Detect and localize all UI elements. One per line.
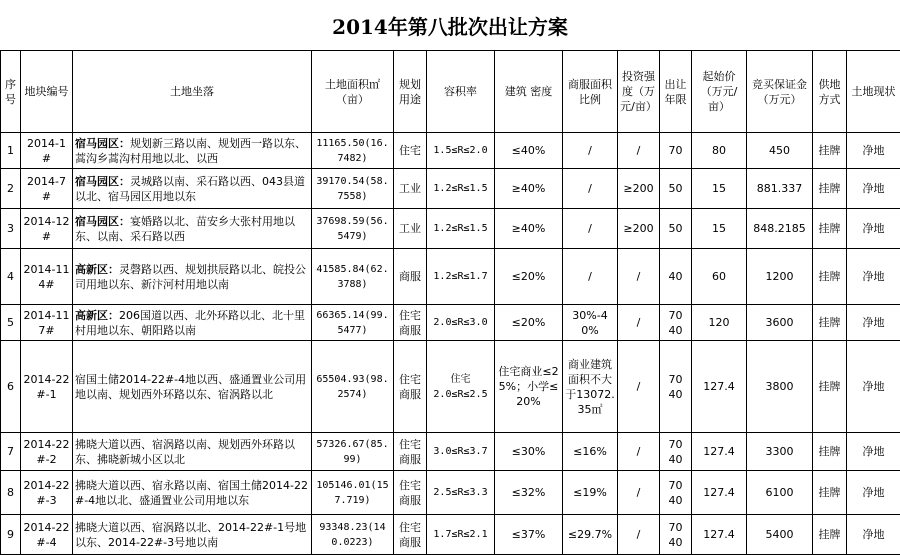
- cell-deposit: 450: [747, 133, 813, 169]
- cell-start-price: 127.4: [692, 515, 747, 555]
- cell-density: ≤32%: [495, 471, 563, 515]
- cell-seq: 4: [1, 249, 21, 305]
- cell-deposit: 3600: [747, 305, 813, 341]
- cell-term: 70: [660, 133, 692, 169]
- cell-location: [73, 341, 312, 433]
- cell-deposit: 881.337: [747, 169, 813, 209]
- cell-investment: ≥200: [618, 169, 660, 209]
- cell-investment: /: [618, 305, 660, 341]
- cell-seq: 9: [1, 515, 21, 555]
- cell-investment: /: [618, 433, 660, 471]
- cell-seq: 3: [1, 209, 21, 249]
- cell-code: 2014-1#: [21, 133, 73, 169]
- cell-seq: 6: [1, 341, 21, 433]
- cell-supply: 挂牌: [813, 471, 847, 515]
- cell-far: 1.2≤R≤1.5: [427, 169, 495, 209]
- cell-code: 2014-7#: [21, 169, 73, 209]
- cell-term: 50: [660, 209, 692, 249]
- cell-start-price: 80: [692, 133, 747, 169]
- cell-area: 37698.59(56.5479): [312, 209, 394, 249]
- cell-status: 净地: [847, 169, 900, 209]
- cell-supply: 挂牌: [813, 133, 847, 169]
- location-text: 宴婚路以北、苗安乡大张村用地以东、以南、采石路以西: [75, 214, 295, 243]
- zone-label: 高新区：: [75, 262, 119, 276]
- table-row: [1, 133, 900, 169]
- table-row: [1, 515, 900, 555]
- location-text: 拂晓大道以西、宿涡路以北、2014-22#-1号地以东、2014-22#-3号地以南: [75, 520, 307, 549]
- cell-far: 2.0≤R≤3.0: [427, 305, 495, 341]
- cell-location: [73, 471, 312, 515]
- cell-status: 净地: [847, 341, 900, 433]
- table-row: [1, 433, 900, 471]
- cell-code: 2014-22#-4: [21, 515, 73, 555]
- cell-deposit: 6100: [747, 471, 813, 515]
- location-text: 206国道以西、北外环路以北、北十里村用地以东、朝阳路以南: [75, 308, 305, 337]
- header-supply: 供地方式: [813, 51, 847, 133]
- cell-location: [73, 433, 312, 471]
- cell-commercial-ratio: ≤19%: [563, 471, 618, 515]
- cell-supply: 挂牌: [813, 433, 847, 471]
- cell-deposit: 3800: [747, 341, 813, 433]
- cell-status: 净地: [847, 209, 900, 249]
- page-title: 2014年第八批次出让方案: [0, 0, 900, 51]
- cell-start-price: 127.4: [692, 433, 747, 471]
- header-area: 土地面积㎡（亩）: [312, 51, 394, 133]
- cell-location: [73, 133, 312, 169]
- cell-investment: /: [618, 249, 660, 305]
- cell-code: 2014-22#-1: [21, 341, 73, 433]
- cell-investment: /: [618, 515, 660, 555]
- cell-far: 2.5≤R≤3.3: [427, 471, 495, 515]
- cell-area: 93348.23(140.0223): [312, 515, 394, 555]
- location-text: 灵城路以南、采石路以西、043县道以北、宿马园区用地以东: [75, 174, 305, 203]
- cell-term: 70 40: [660, 515, 692, 555]
- table-row: [1, 341, 900, 433]
- cell-commercial-ratio: /: [563, 169, 618, 209]
- location-text: 拂晓大道以西、宿永路以南、宿国土储2014-22#-4地以北、盛通置业公司用地以东: [75, 478, 308, 507]
- cell-area: 105146.01(157.719): [312, 471, 394, 515]
- cell-investment: /: [618, 341, 660, 433]
- cell-seq: 8: [1, 471, 21, 515]
- cell-use: 住宅: [394, 133, 427, 169]
- cell-supply: 挂牌: [813, 209, 847, 249]
- location-text: 宿国土储2014-22#-4地以西、盛通置业公司用地以南、规划西外环路以东、宿涡路以北: [75, 372, 307, 401]
- header-density: 建筑 密度: [495, 51, 563, 133]
- cell-start-price: 15: [692, 209, 747, 249]
- cell-area: 11165.50(16.7482): [312, 133, 394, 169]
- cell-commercial-ratio: /: [563, 133, 618, 169]
- cell-term: 40: [660, 249, 692, 305]
- header-seq: 序号: [1, 51, 21, 133]
- cell-supply: 挂牌: [813, 249, 847, 305]
- cell-seq: 1: [1, 133, 21, 169]
- cell-use: 住宅 商服: [394, 433, 427, 471]
- cell-seq: 7: [1, 433, 21, 471]
- cell-area: 65504.93(98.2574): [312, 341, 394, 433]
- cell-use: 商服: [394, 249, 427, 305]
- cell-location: [73, 169, 312, 209]
- cell-far: 3.0≤R≤3.7: [427, 433, 495, 471]
- cell-density: ≤20%: [495, 305, 563, 341]
- cell-supply: 挂牌: [813, 169, 847, 209]
- cell-area: 66365.14(99.5477): [312, 305, 394, 341]
- cell-location: [73, 209, 312, 249]
- cell-density: ≤37%: [495, 515, 563, 555]
- header-status: 土地现状: [847, 51, 900, 133]
- cell-area: 39170.54(58.7558): [312, 169, 394, 209]
- location-text: 灵磬路以西、规划拱辰路以北、皖投公司用地以东、新汴河村用地以南: [75, 262, 306, 291]
- cell-density: ≥40%: [495, 169, 563, 209]
- header-term: 出让年限: [660, 51, 692, 133]
- cell-code: 2014-22#-2: [21, 433, 73, 471]
- cell-term: 70 40: [660, 471, 692, 515]
- cell-far: 1.5≤R≤2.0: [427, 133, 495, 169]
- cell-seq: 5: [1, 305, 21, 341]
- cell-term: 70 40: [660, 433, 692, 471]
- cell-far: 1.7≤R≤2.1: [427, 515, 495, 555]
- cell-code: 2014-117#: [21, 305, 73, 341]
- header-row: [1, 51, 900, 133]
- cell-density: ≥40%: [495, 209, 563, 249]
- cell-use: 住宅 商服: [394, 471, 427, 515]
- cell-location: [73, 249, 312, 305]
- location-text: 规划新三路以南、规划西一路以东、蒿沟乡蒿沟村用地以北、以西: [75, 136, 306, 165]
- cell-code: 2014-114#: [21, 249, 73, 305]
- table-row: [1, 169, 900, 209]
- table-row: [1, 249, 900, 305]
- cell-start-price: 127.4: [692, 341, 747, 433]
- cell-far: 1.2≤R≤1.7: [427, 249, 495, 305]
- table-row: [1, 471, 900, 515]
- cell-commercial-ratio: 30%-40%: [563, 305, 618, 341]
- table-row: [1, 305, 900, 341]
- header-use: 规划用途: [394, 51, 427, 133]
- cell-use: 工业: [394, 209, 427, 249]
- cell-commercial-ratio: /: [563, 249, 618, 305]
- cell-status: 净地: [847, 305, 900, 341]
- header-commercial-ratio: 商服面积比例: [563, 51, 618, 133]
- cell-location: [73, 305, 312, 341]
- cell-start-price: 120: [692, 305, 747, 341]
- cell-density: 住宅商业≤25%；小学≤20%: [495, 341, 563, 433]
- cell-status: 净地: [847, 249, 900, 305]
- cell-code: 2014-22#-3: [21, 471, 73, 515]
- header-investment: 投资强度（万元/亩）: [618, 51, 660, 133]
- cell-start-price: 127.4: [692, 471, 747, 515]
- cell-investment: ≥200: [618, 209, 660, 249]
- header-start-price: 起始价（万元/亩）: [692, 51, 747, 133]
- cell-area: 41585.84(62.3788): [312, 249, 394, 305]
- cell-supply: 挂牌: [813, 305, 847, 341]
- cell-density: ≤30%: [495, 433, 563, 471]
- location-text: 拂晓大道以西、宿涡路以南、规划西外环路以东、拂晓新城小区以北: [75, 437, 295, 466]
- table-row: [1, 209, 900, 249]
- cell-seq: 2: [1, 169, 21, 209]
- cell-status: 净地: [847, 133, 900, 169]
- cell-status: 净地: [847, 433, 900, 471]
- header-location: 土地坐落: [73, 51, 312, 133]
- zone-label: 宿马园区：: [75, 174, 130, 188]
- header-code: 地块编号: [21, 51, 73, 133]
- cell-status: 净地: [847, 471, 900, 515]
- cell-deposit: 3300: [747, 433, 813, 471]
- cell-commercial-ratio: /: [563, 209, 618, 249]
- cell-commercial-ratio: 商业建筑面积不大于13072.35㎡: [563, 341, 618, 433]
- cell-use: 工业: [394, 169, 427, 209]
- header-far: 容积率: [427, 51, 495, 133]
- cell-far: 住宅 2.0≤R≤2.5: [427, 341, 495, 433]
- cell-use: 住宅 商服: [394, 341, 427, 433]
- cell-supply: 挂牌: [813, 341, 847, 433]
- header-deposit: 竞买保证金（万元）: [747, 51, 813, 133]
- cell-density: ≤40%: [495, 133, 563, 169]
- land-transfer-table: [0, 50, 900, 555]
- cell-start-price: 15: [692, 169, 747, 209]
- table-body: [1, 133, 900, 555]
- cell-deposit: 5400: [747, 515, 813, 555]
- cell-commercial-ratio: ≤29.7%: [563, 515, 618, 555]
- cell-deposit: 848.2185: [747, 209, 813, 249]
- cell-investment: /: [618, 471, 660, 515]
- zone-label: 高新区：: [75, 308, 119, 322]
- cell-term: 50: [660, 169, 692, 209]
- cell-code: 2014-12#: [21, 209, 73, 249]
- cell-use: 住宅 商服: [394, 305, 427, 341]
- cell-density: ≤20%: [495, 249, 563, 305]
- cell-area: 57326.67(85.99): [312, 433, 394, 471]
- cell-location: [73, 515, 312, 555]
- cell-commercial-ratio: ≤16%: [563, 433, 618, 471]
- cell-far: 1.2≤R≤1.5: [427, 209, 495, 249]
- cell-term: 70 40: [660, 305, 692, 341]
- cell-deposit: 1200: [747, 249, 813, 305]
- cell-term: 70 40: [660, 341, 692, 433]
- cell-use: 住宅 商服: [394, 515, 427, 555]
- cell-investment: /: [618, 133, 660, 169]
- zone-label: 宿马园区：: [75, 136, 130, 150]
- zone-label: 宿马园区：: [75, 214, 130, 228]
- cell-supply: 挂牌: [813, 515, 847, 555]
- cell-status: 净地: [847, 515, 900, 555]
- cell-start-price: 60: [692, 249, 747, 305]
